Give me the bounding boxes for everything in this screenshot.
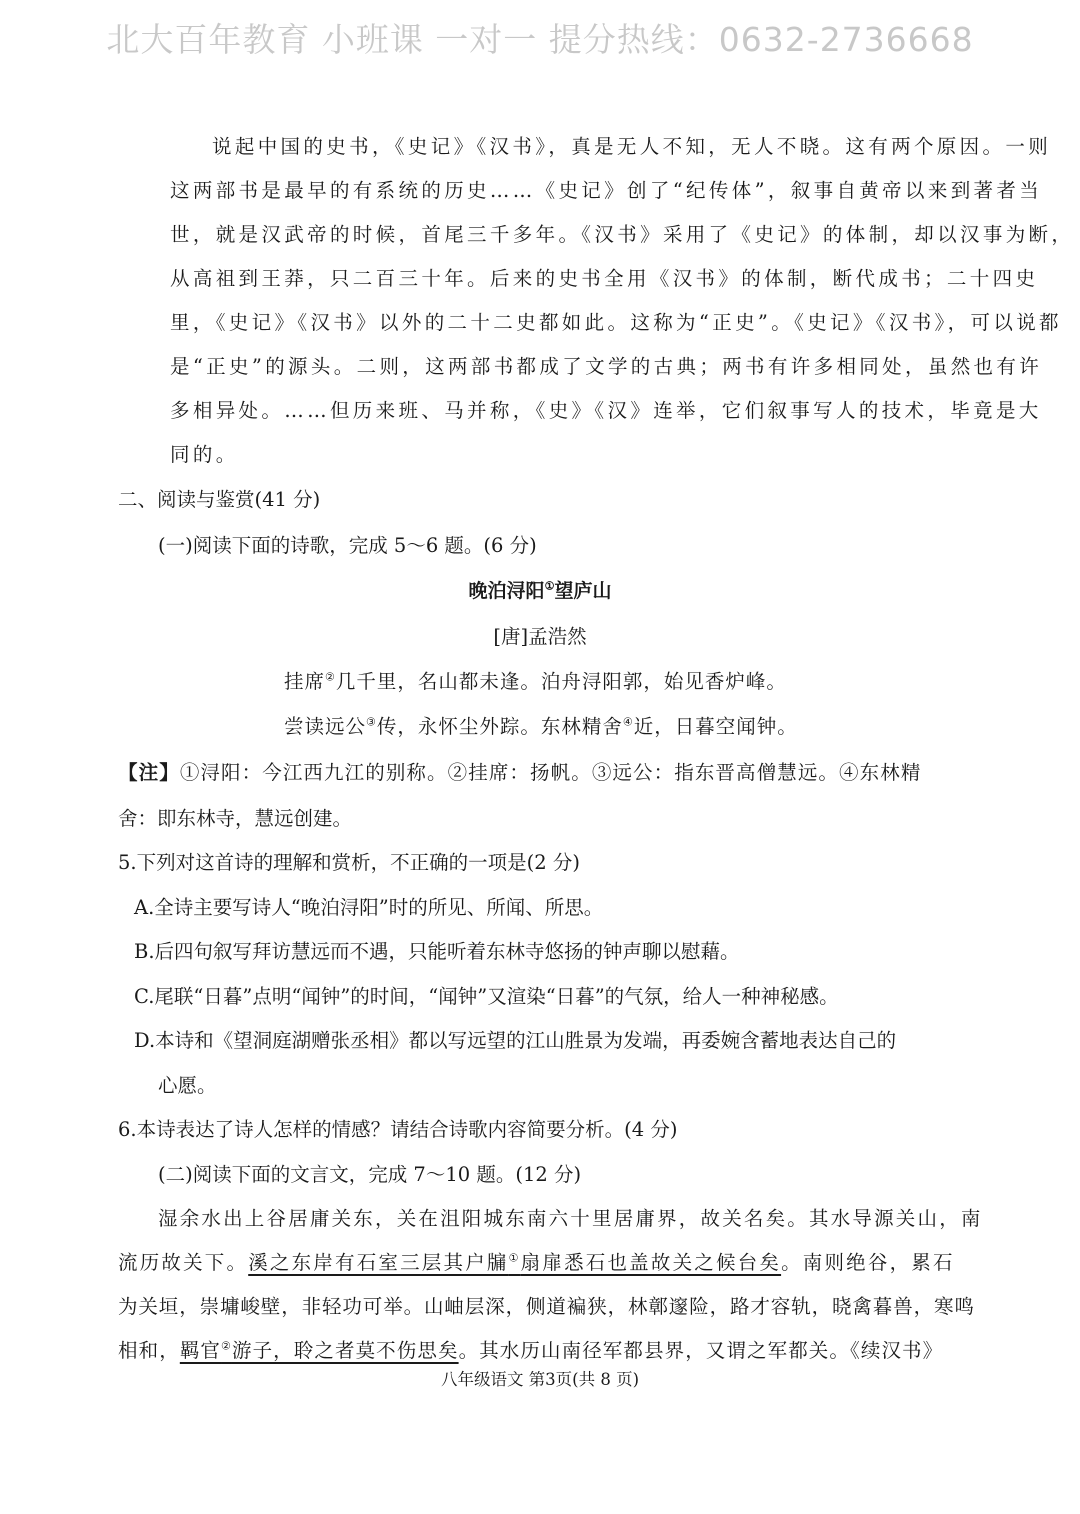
- note-label: 【注】: [118, 761, 180, 784]
- poem-line-1: 挂席②几千里，名山都未逢。泊舟浔阳郭，始见香炉峰。: [284, 670, 787, 693]
- option-d: D.本诗和《望洞庭湖赠张丞相》都以写远望的江山胜景为发端，再委婉含蓄地表达自己的: [134, 1029, 897, 1052]
- passage-line: 是“正史”的源头。二则，这两部书都成了文学的古典；两书有许多相同处，虽然也有许: [170, 355, 1043, 378]
- classical-line-1: 湿余水出上谷居庸关东，关在沮阳城东南六十里居庸界，故关名矣。其水导源关山，南: [158, 1207, 983, 1230]
- passage-line: 说起中国的史书，《史记》《汉书》，真是无人不知，无人不晓。这有两个原因。一则: [212, 135, 1052, 158]
- classical-line-3: 为关垣，崇墉峻壁，非轻功可举。山岫层深，侧道褊狭，林鄣邃险，路才容轨，晓禽暮兽，寒鸣: [118, 1295, 975, 1318]
- underlined-sentence-2: 羁官②游子，聆之者莫不伤思矣: [179, 1339, 459, 1362]
- poem-note-cont: 舍：即东林寺，慧远创建。: [118, 807, 353, 830]
- part1-instruction: (一)阅读下面的诗歌，完成 5～6 题。(6 分): [158, 534, 537, 557]
- option-d-cont: 心愿。: [158, 1074, 217, 1097]
- underlined-sentence-1: 溪之东岸有石室三层其户牖①扇扉悉石也盖故关之候台矣: [248, 1251, 782, 1274]
- passage-line: 多相异处。……但历来班、马并称，《史》《汉》连举，它们叙事写人的技术，毕竟是大: [170, 399, 1042, 422]
- section-heading: 二、阅读与鉴赏(41 分): [118, 488, 321, 511]
- question-5: 5.下列对这首诗的理解和赏析，不正确的一项是(2 分): [118, 851, 580, 874]
- classical-line-2: 流历故关下。溪之东岸有石室三层其户牖①扇扉悉石也盖故关之候台矣。南则绝谷，累石: [118, 1251, 955, 1274]
- option-c: C.尾联“日暮”点明“闻钟”的时间，“闻钟”又渲染“日暮”的气氛，给人一种神秘感。: [134, 985, 839, 1008]
- page-footer: 八年级语文 第3页(共 8 页): [440, 1370, 640, 1389]
- passage-line: 这两部书是最早的有系统的历史……《史记》创了“纪传体”，叙事自黄帝以来到著者当: [170, 179, 1043, 202]
- classical-line-4: 相和，羁官②游子，聆之者莫不伤思矣。其水历山南径军都县界，又谓之军都关。《续汉书》: [118, 1339, 944, 1362]
- question-6: 6.本诗表达了诗人怎样的情感？请结合诗歌内容简要分析。(4 分): [118, 1118, 678, 1141]
- poem-line-2: 尝读远公③传，永怀尘外踪。东林精舍④近，日暮空闻钟。: [284, 715, 798, 738]
- option-b: B.后四句叙写拜访慧远而不遇，只能听着东林寺悠扬的钟声聊以慰藉。: [134, 940, 740, 963]
- passage-line: 里，《史记》《汉书》以外的二十二史都如此。这称为“正史”。《史记》《汉书》，可以说都: [170, 311, 1062, 334]
- passage-line: 世，就是汉武帝的时候，首尾三千多年。《汉书》采用了《史记》的体制，却以汉事为断，: [170, 223, 1075, 246]
- watermark: 北大百年教育 小班课 一对一 提分热线：0632-2736668: [106, 20, 974, 59]
- passage-line: 同的。: [170, 443, 239, 466]
- poem-author: [唐]孟浩然: [493, 625, 587, 648]
- poem-note: 【注】①浔阳：今江西九江的别称。②挂席：扬帆。③远公：指东晋高僧慧远。④东林精: [118, 761, 922, 784]
- part2-instruction: (二)阅读下面的文言文，完成 7～10 题。(12 分): [158, 1163, 582, 1186]
- passage-line: 从高祖到王莽，只二百三十年。后来的史书全用《汉书》的体制，断代成书；二十四史: [170, 267, 1039, 290]
- poem-title: 晚泊浔阳①望庐山: [468, 579, 612, 602]
- option-a: A.全诗主要写诗人“晚泊浔阳”时的所见、所闻、所思。: [134, 896, 604, 919]
